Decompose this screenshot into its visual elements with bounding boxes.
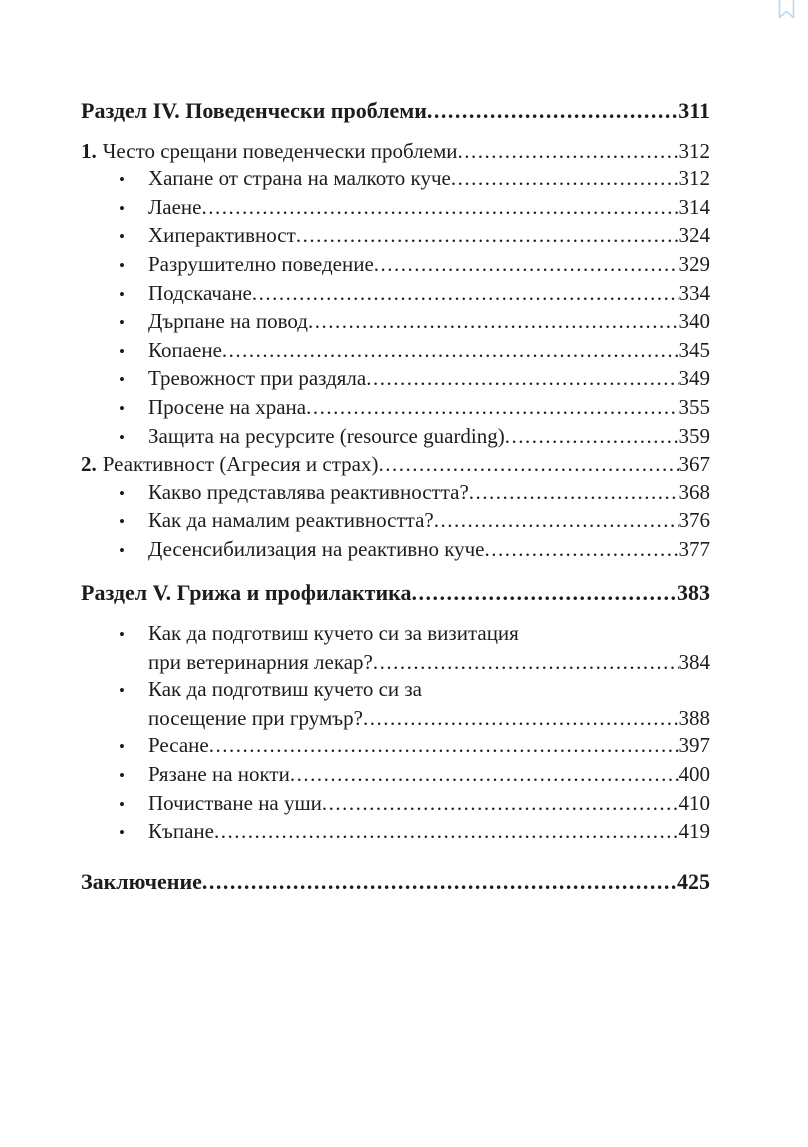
dot-leader [201, 194, 678, 222]
dot-leader [451, 165, 679, 193]
toc-entry-bullet[interactable] [81, 165, 710, 194]
dot-leader [202, 868, 677, 896]
page-number: 334 [678, 280, 710, 305]
entry-title-line1: Как да подготвиш кучето си за визитация [148, 621, 519, 646]
page-number: 329 [678, 251, 710, 276]
toc-entry-chapter[interactable] [81, 138, 710, 166]
dot-leader [373, 649, 679, 677]
entry-title: Просене на храна [148, 394, 307, 419]
toc-entry-bullet[interactable] [81, 620, 710, 676]
entry-title: Ресане [148, 733, 209, 758]
dot-leader [458, 138, 679, 166]
page-number: 340 [678, 309, 710, 334]
chapter-number: 2. [81, 452, 97, 477]
entry-title: Почистване на уши [148, 790, 322, 815]
toc-entry-bullet[interactable] [81, 337, 710, 366]
entry-title: Какво представлява реактивността? [148, 479, 469, 504]
dot-leader [209, 732, 679, 760]
entry-title-line2: посещение при грумър? [148, 705, 363, 730]
page-number: 355 [678, 394, 710, 419]
toc-entry-bullet[interactable] [81, 280, 710, 309]
entry-title: Как да намалим реактивността? [148, 508, 434, 533]
bullet-marker: • [119, 483, 125, 503]
page-number: 349 [678, 366, 710, 391]
entry-title: Къпане [148, 819, 214, 844]
toc-entry-bullet[interactable] [81, 308, 710, 337]
entry-title: Дърпане на повод [148, 309, 308, 334]
entry-title: Подскачане [148, 280, 252, 305]
entry-title: Хиперактивност [148, 223, 296, 248]
dot-leader [308, 308, 679, 336]
dot-leader [485, 536, 679, 564]
entry-title: Копаене [148, 337, 222, 362]
dot-leader [290, 761, 679, 789]
entry-title: Рязане на нокти [148, 762, 290, 787]
entry-title-line2: при ветеринарния лекар? [148, 649, 373, 674]
bookmark-icon-path [780, 0, 794, 18]
entry-title: Заключение [81, 868, 202, 894]
toc-entry-section[interactable] [81, 868, 710, 896]
page-number: 377 [678, 536, 710, 561]
dot-leader [306, 394, 678, 422]
entry-title: Често срещани поведенчески проблеми [102, 138, 458, 163]
page-number: 312 [678, 166, 710, 191]
entry-title: Раздел IV. Поведенчески проблеми [81, 98, 427, 123]
bookmark-icon[interactable] [778, 0, 795, 20]
bullet-marker: • [119, 313, 125, 333]
page-number: 367 [678, 452, 710, 477]
toc-entry-bullet[interactable] [81, 365, 710, 394]
bullet-marker: • [119, 370, 125, 390]
dot-leader [378, 451, 678, 479]
dot-leader [322, 790, 679, 818]
page-number: 410 [678, 790, 710, 815]
entry-title: Реактивност (Агресия и страх) [102, 452, 379, 477]
toc-entry-bullet[interactable] [81, 536, 710, 565]
page-number: 312 [678, 138, 710, 163]
toc-entry-bullet[interactable] [81, 222, 710, 251]
dot-leader [366, 365, 678, 393]
toc-entry-bullet[interactable] [81, 394, 710, 423]
page-number: 359 [678, 423, 710, 448]
toc-entry-bullet[interactable] [81, 818, 710, 847]
page-number: 383 [677, 579, 710, 605]
page-number: 419 [678, 819, 710, 844]
dot-leader [374, 251, 679, 279]
page-number: 425 [677, 868, 710, 894]
bullet-marker: • [119, 427, 125, 447]
dot-leader [469, 479, 679, 507]
page-number: 397 [678, 733, 710, 758]
page-number: 311 [678, 98, 710, 123]
bullet-marker: • [119, 625, 125, 645]
dot-leader [411, 579, 677, 607]
entry-title: Разрушително поведение [148, 251, 374, 276]
bullet-marker: • [119, 794, 125, 814]
toc-entry-chapter[interactable] [81, 451, 710, 479]
entry-title-line1: Как да подготвиш кучето си за [148, 677, 423, 702]
dot-leader [363, 705, 679, 733]
bullet-marker: • [119, 823, 125, 843]
bullet-marker: • [119, 737, 125, 757]
bullet-marker: • [119, 284, 125, 304]
entry-title: Раздел V. Грижа и профилактика [81, 579, 412, 605]
dot-leader [214, 818, 679, 846]
toc-entry-bullet[interactable] [81, 251, 710, 280]
entry-title: Тревожност при раздяла [148, 366, 367, 391]
toc-entry-bullet[interactable] [81, 732, 710, 761]
toc-entry-bullet[interactable] [81, 761, 710, 790]
toc-entry-section[interactable] [81, 97, 710, 125]
page-number: 368 [678, 479, 710, 504]
bullet-marker: • [119, 341, 125, 361]
bullet-marker: • [119, 170, 125, 190]
page-number: 388 [678, 705, 710, 730]
toc-entry-bullet[interactable] [81, 790, 710, 819]
bullet-marker: • [119, 198, 125, 218]
entry-title: Лаене [148, 194, 202, 219]
bullet-marker: • [119, 766, 125, 786]
page-number: 384 [678, 649, 710, 674]
page-number: 400 [678, 762, 710, 787]
toc-entry-bullet[interactable] [81, 423, 710, 452]
page-number: 345 [678, 337, 710, 362]
bullet-marker: • [119, 540, 125, 560]
toc-entry-section[interactable] [81, 579, 710, 607]
entry-title: Хапане от страна на малкото куче [148, 166, 451, 191]
dot-leader [434, 507, 679, 535]
page-number: 314 [678, 194, 710, 219]
dot-leader [252, 280, 679, 308]
page-number: 324 [678, 223, 710, 248]
page-number: 376 [678, 508, 710, 533]
entry-title: Защита на ресурсите (resource guarding) [148, 423, 505, 448]
dot-leader [427, 97, 678, 125]
bullet-marker: • [119, 398, 125, 418]
toc-entry-bullet[interactable] [81, 507, 710, 536]
toc-entry-bullet[interactable] [81, 676, 710, 732]
chapter-number: 1. [81, 138, 97, 163]
entry-title: Десенсибилизация на реактивно куче [148, 536, 485, 561]
bullet-marker: • [119, 512, 125, 532]
dot-leader [505, 423, 679, 451]
bullet-marker: • [119, 227, 125, 247]
toc-entry-bullet[interactable] [81, 479, 710, 508]
toc-entry-bullet[interactable] [81, 194, 710, 223]
dot-leader [296, 222, 679, 250]
bullet-marker: • [119, 681, 125, 701]
dot-leader [222, 337, 679, 365]
bullet-marker: • [119, 255, 125, 275]
